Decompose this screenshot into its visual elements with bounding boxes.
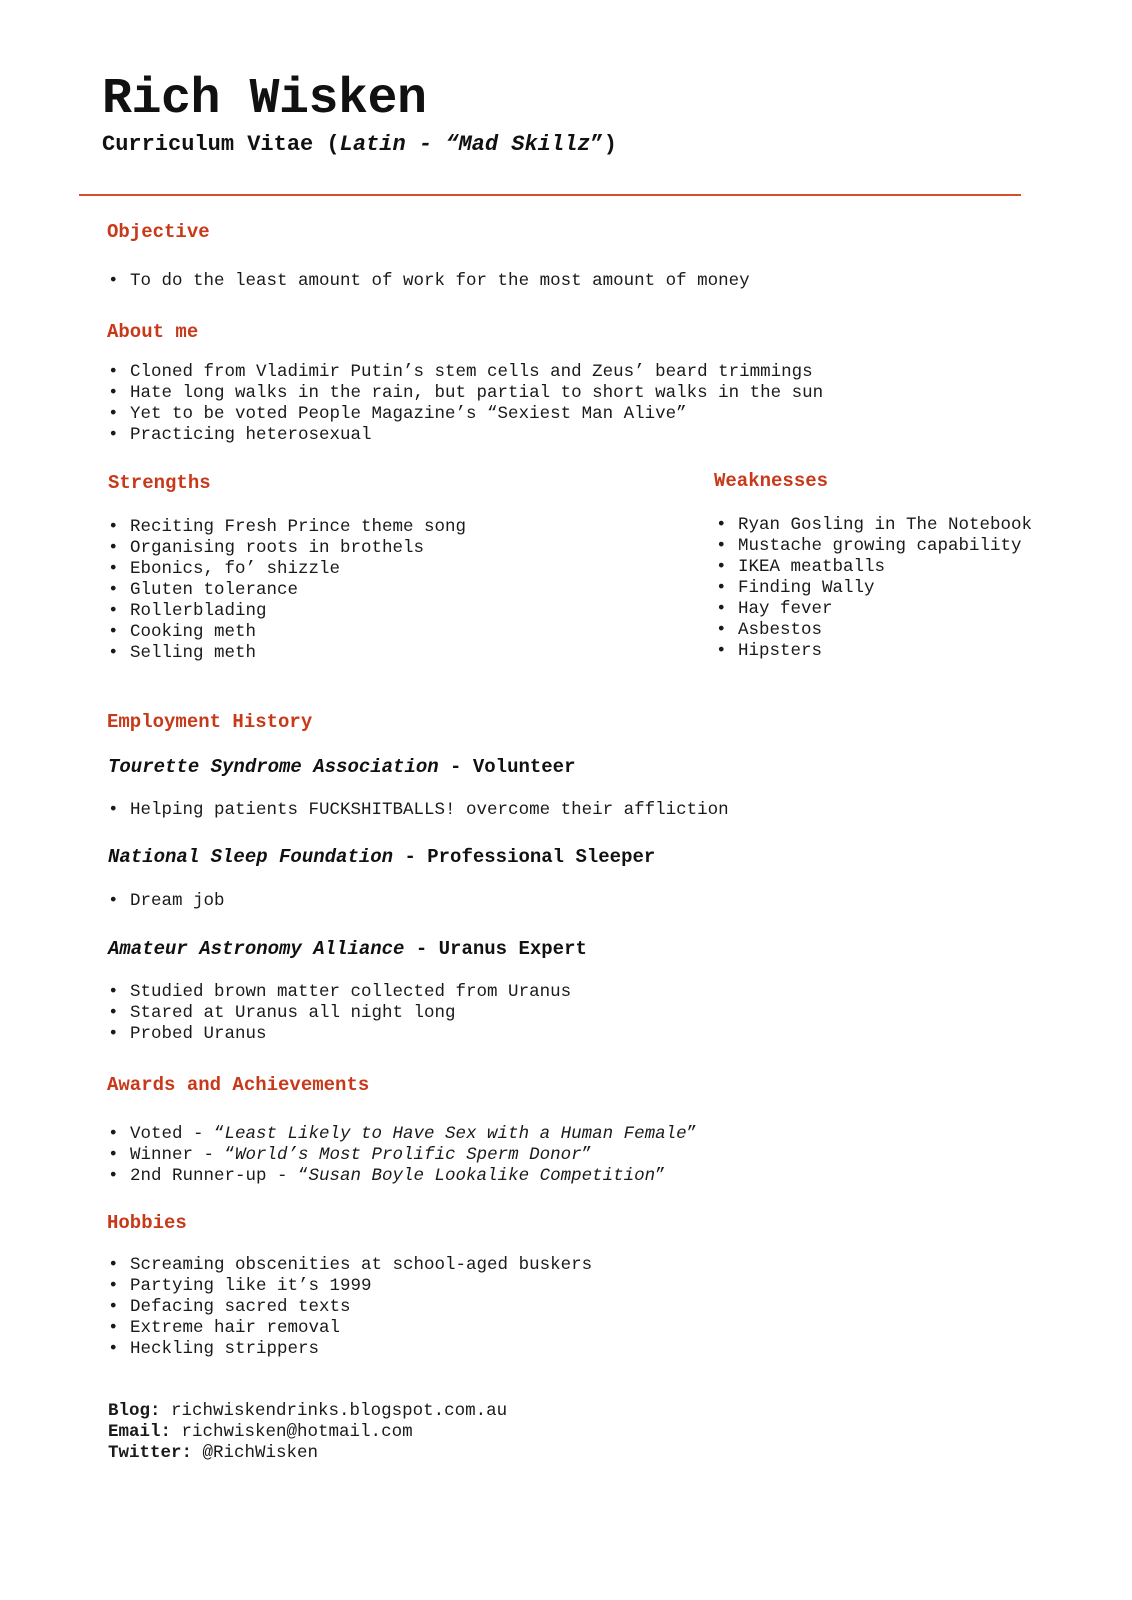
award-prefix: 2nd Runner-up - “ [130, 1166, 309, 1186]
list-item: • Probed Uranus [108, 1024, 571, 1045]
list-item: • Ryan Gosling in The Notebook [716, 515, 1032, 536]
list-item: • Ebonics, fo’ shizzle [108, 559, 466, 580]
list-item: • Selling meth [108, 643, 466, 664]
list-item: • Cooking meth [108, 622, 466, 643]
hobbies-list [108, 1255, 592, 1360]
list-item: • Studied brown matter collected from Uranus [108, 982, 571, 1003]
award-title: Susan Boyle Lookalike Competition [308, 1166, 656, 1186]
list-item: • Stared at Uranus all night long [108, 1003, 571, 1024]
list-item: • Hay fever [716, 599, 1032, 620]
job-list [108, 800, 729, 821]
list-item: • To do the least amount of work for the most amount of money [108, 271, 750, 292]
strengths-heading: Strengths [108, 472, 211, 494]
list-item: • IKEA meatballs [716, 557, 1032, 578]
hobbies-heading: Hobbies [107, 1212, 187, 1234]
header-divider [79, 194, 1021, 196]
email-link[interactable]: richwisken@hotmail.com [181, 1422, 413, 1442]
strengths-list [108, 517, 466, 664]
job-org: Amateur Astronomy Alliance [108, 938, 405, 960]
list-item: • Extreme hair removal [108, 1318, 592, 1339]
list-item: • Heckling strippers [108, 1339, 592, 1360]
job-list [108, 891, 225, 912]
twitter-link[interactable]: @RichWisken [202, 1443, 319, 1463]
subtitle-latin: Latin [339, 132, 406, 157]
about-heading: About me [107, 321, 199, 343]
list-item: • Asbestos [716, 620, 1032, 641]
list-item: • Gluten tolerance [108, 580, 466, 601]
job-role: - Professional Sleeper [393, 846, 656, 868]
award-suffix: ” [686, 1124, 698, 1144]
subtitle-sep: - “ [405, 132, 459, 157]
list-item: • Reciting Fresh Prince theme song [108, 517, 466, 538]
cv-subtitle [102, 131, 617, 159]
job-title [108, 937, 587, 961]
award-title: Least Likely to Have Sex with a Human Female [224, 1124, 687, 1144]
job-list [108, 982, 571, 1045]
objective-list [108, 271, 750, 292]
list-item: • Mustache growing capability [716, 536, 1032, 557]
award-suffix: ” [581, 1145, 593, 1165]
email-label: Email: [108, 1422, 172, 1442]
list-item: • Hate long walks in the rain, but partial to short walks in the sun [108, 383, 823, 404]
job-role: - Volunteer [438, 756, 576, 778]
contact-block [108, 1401, 507, 1464]
list-item [108, 1145, 697, 1166]
blog-label: Blog: [108, 1401, 161, 1421]
awards-list [108, 1124, 697, 1187]
job-role: - Uranus Expert [404, 938, 587, 960]
list-item: • Defacing sacred texts [108, 1297, 592, 1318]
about-list [108, 362, 823, 446]
job-org: Tourette Syndrome Association [108, 756, 439, 778]
blog-link[interactable]: richwiskendrinks.blogspot.com.au [171, 1401, 508, 1421]
employment-heading: Employment History [107, 711, 313, 733]
list-item: • Practicing heterosexual [108, 425, 823, 446]
list-item: • Yet to be voted People Magazine’s “Sexiest Man Alive” [108, 404, 823, 425]
list-item: • Screaming obscenities at school-aged buskers [108, 1255, 592, 1276]
award-title: World’s Most Prolific Sperm Donor [235, 1145, 582, 1165]
list-item [108, 1166, 697, 1187]
cv-name: Rich Wisken [102, 71, 427, 128]
contact-twitter [108, 1443, 507, 1464]
list-item: • Hipsters [716, 641, 1032, 662]
objective-heading: Objective [107, 221, 210, 243]
awards-heading: Awards and Achievements [107, 1074, 370, 1096]
list-item: • Partying like it’s 1999 [108, 1276, 592, 1297]
list-item: • Organising roots in brothels [108, 538, 466, 559]
job-title [108, 845, 655, 869]
weaknesses-list [716, 515, 1032, 662]
twitter-label: Twitter: [108, 1443, 193, 1463]
subtitle-skillz: Mad Skillz [458, 132, 591, 157]
job-org: National Sleep Foundation [108, 846, 394, 868]
contact-email [108, 1422, 507, 1443]
job-title [108, 755, 575, 779]
award-prefix: Voted - “ [130, 1124, 225, 1144]
list-item: • Rollerblading [108, 601, 466, 622]
list-item: • Finding Wally [716, 578, 1032, 599]
list-item: • Cloned from Vladimir Putin’s stem cells and Zeus’ beard trimmings [108, 362, 823, 383]
list-item: • Helping patients FUCKSHITBALLS! overcome their affliction [108, 800, 729, 821]
award-prefix: Winner - “ [130, 1145, 236, 1165]
weaknesses-heading: Weaknesses [714, 470, 829, 492]
contact-blog [108, 1401, 507, 1422]
list-item [108, 1124, 697, 1145]
award-suffix: ” [655, 1166, 666, 1186]
subtitle-prefix: Curriculum Vitae ( [102, 132, 340, 157]
list-item: • Dream job [108, 891, 225, 912]
subtitle-suffix: ”) [590, 132, 617, 157]
